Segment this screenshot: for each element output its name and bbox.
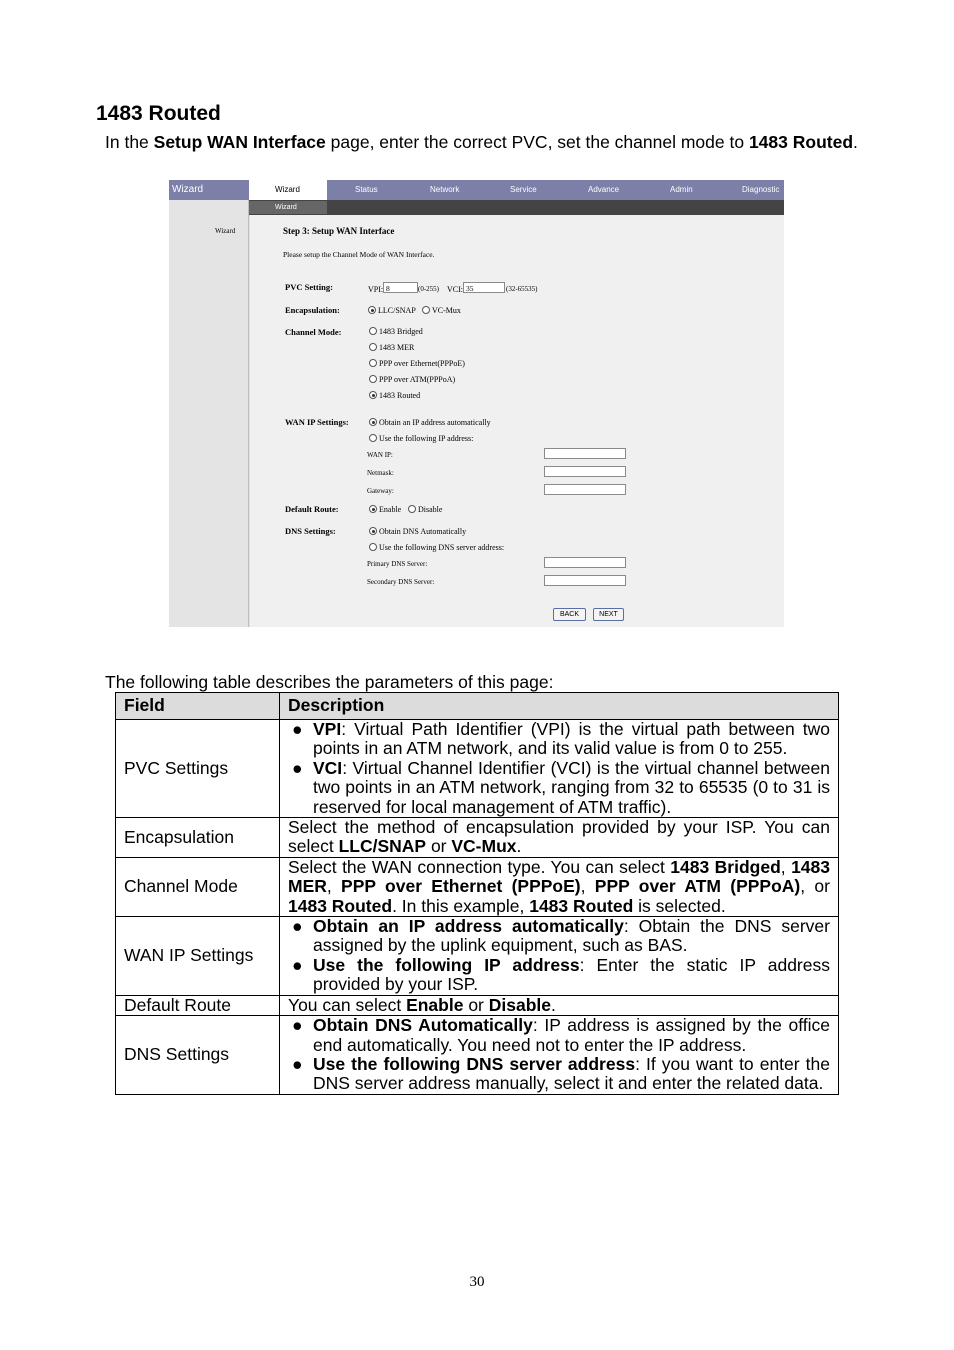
side-menu-item-wizard[interactable]: Wizard	[215, 227, 236, 235]
default-route-label: Default Route:	[285, 504, 339, 514]
intro-bold-page: Setup WAN Interface	[153, 132, 326, 152]
term: 1483 MER	[288, 856, 831, 897]
nav-tab-network[interactable]: Network	[430, 185, 460, 194]
top-nav	[249, 180, 784, 200]
radio-selected-icon[interactable]	[369, 391, 377, 399]
table-row	[116, 917, 839, 996]
parameters-table	[115, 692, 839, 1095]
list-item	[288, 1055, 830, 1094]
term-description: : Enter the static IP address provided by your ISP.	[313, 954, 830, 995]
desc-text: .	[516, 836, 522, 857]
radio-icon[interactable]	[369, 434, 377, 442]
channel-option[interactable]	[369, 327, 423, 336]
desc-text: Select the WAN connection type. You can select	[288, 856, 671, 877]
dns-option-manual[interactable]	[369, 543, 504, 552]
table-intro: The following table describes the parameters of this page:	[105, 672, 554, 692]
encap-option-label: LLC/SNAP	[378, 306, 416, 315]
wanip-option-static[interactable]	[369, 434, 473, 443]
nav-tab-admin[interactable]: Admin	[670, 185, 693, 194]
nav-tab-status[interactable]: Status	[355, 185, 378, 194]
term: VPI	[313, 719, 342, 739]
term: 1483 Routed	[288, 895, 393, 916]
term-description: : Virtual Path Identifier (VPI) is the virtual path between two points in an ATM network, and its valid value is from 0 to 255.	[313, 719, 830, 759]
wanip-option-auto[interactable]	[369, 418, 491, 427]
wanip-option-label: Use the following IP address:	[379, 434, 474, 443]
radio-icon[interactable]	[369, 543, 377, 551]
term: PPP over Ethernet (PPPoE)	[341, 876, 581, 897]
intro-bold-mode: 1483 Routed	[748, 132, 854, 152]
table-header-row	[116, 693, 839, 720]
secondary-dns-input[interactable]	[544, 575, 626, 586]
channel-option-label: 1483 MER	[379, 343, 415, 352]
desc-text: ,	[326, 876, 342, 897]
wan-ip-input[interactable]	[544, 448, 626, 459]
primary-dns-input[interactable]	[544, 557, 626, 568]
column-header-field: Field	[116, 693, 280, 720]
term: Use the following IP address	[313, 954, 580, 975]
logo: Wizard	[169, 180, 249, 200]
radio-selected-icon[interactable]	[369, 418, 377, 426]
page-number: 30	[469, 1274, 485, 1290]
term: Use the following DNS server address	[313, 1053, 636, 1074]
gateway-label: Gateway:	[367, 487, 394, 495]
dns-option-auto[interactable]	[369, 527, 466, 536]
description-cell	[280, 1016, 839, 1095]
route-option-label: Enable	[379, 505, 402, 514]
term: VCI	[313, 757, 343, 778]
wizard-form	[250, 215, 784, 627]
desc-text: or	[463, 994, 489, 1015]
encapsulation-label: Encapsulation:	[285, 305, 340, 315]
term: LLC/SNAP	[338, 836, 427, 857]
bullet-icon: ●	[292, 1053, 303, 1074]
sub-nav	[249, 200, 784, 215]
intro-text: In the	[105, 132, 154, 152]
term: Disable	[488, 994, 551, 1015]
bullet-list	[288, 720, 830, 817]
intro-text: page, enter the correct PVC, set the channel mode to	[325, 132, 749, 152]
radio-selected-icon[interactable]	[369, 527, 377, 535]
description-cell	[280, 995, 839, 1015]
section-heading: 1483 Routed	[96, 102, 221, 125]
desc-text: . In this example,	[392, 895, 530, 916]
route-option-disable[interactable]	[408, 505, 442, 514]
desc-text: .	[551, 994, 556, 1015]
netmask-input[interactable]	[544, 466, 626, 477]
vpi-input[interactable]: 8	[383, 282, 418, 293]
pvc-setting-label: PVC Setting:	[285, 282, 333, 292]
list-item	[288, 956, 830, 995]
nav-tab-diagnostic[interactable]: Diagnostic	[742, 185, 780, 194]
encap-option-llc[interactable]	[368, 306, 416, 315]
term: 1483 Bridged	[670, 856, 781, 877]
term: Enable	[406, 994, 464, 1015]
back-button[interactable]: BACK	[553, 608, 586, 621]
intro-paragraph	[105, 133, 865, 152]
term: VC-Mux	[451, 836, 517, 857]
bullet-icon: ●	[292, 954, 303, 975]
list-item	[288, 1016, 830, 1055]
channel-mode-label: Channel Mode:	[285, 327, 342, 337]
nav-tab-wizard[interactable]: Wizard	[249, 180, 327, 200]
field-cell: DNS Settings	[116, 1016, 280, 1095]
vpi-label: VPI:	[368, 285, 384, 294]
table-row	[116, 995, 839, 1015]
radio-icon[interactable]	[422, 306, 430, 314]
nav-tab-service[interactable]: Service	[510, 185, 537, 194]
next-button[interactable]: NEXT	[593, 608, 624, 621]
term-description: : Virtual Channel Identifier (VCI) is the virtual channel between two points in an ATM network, ranging from 32 to 65535 (0 to 31 is reserved for local management of ATM traffic).	[313, 757, 830, 817]
field-cell: Default Route	[116, 995, 280, 1015]
desc-text: ,	[780, 856, 792, 877]
column-header-description: Description	[280, 693, 839, 720]
dns-option-label: Use the following DNS server address:	[379, 543, 505, 552]
wanip-option-label: Obtain an IP address automatically	[379, 418, 491, 427]
side-menu	[169, 200, 249, 627]
wan-ip-label: WAN IP:	[367, 451, 393, 459]
vpi-range: (0-255)	[418, 285, 439, 293]
vci-label: VCI:	[447, 285, 463, 294]
encap-option-label: VC-Mux	[432, 306, 461, 315]
radio-icon[interactable]	[369, 327, 377, 335]
route-option-label: Disable	[418, 505, 443, 514]
vci-range: (32-65535)	[506, 285, 538, 293]
radio-icon[interactable]	[369, 375, 377, 383]
channel-option[interactable]	[369, 375, 455, 384]
route-option-enable[interactable]	[369, 505, 401, 514]
term-description: : IP address is assigned by the office end automatically. You need not to enter the IP address.	[313, 1015, 830, 1055]
step-instructions: Please setup the Channel Mode of WAN Interface.	[283, 250, 435, 259]
field-cell: Channel Mode	[116, 857, 280, 916]
radio-icon[interactable]	[369, 359, 377, 367]
desc-text: , or	[800, 876, 830, 897]
description-cell	[280, 720, 839, 818]
channel-option-label: 1483 Routed	[379, 391, 421, 400]
term: 1483 Routed	[529, 895, 634, 916]
wizard-screenshot	[169, 180, 784, 627]
bullet-icon: ●	[292, 757, 303, 778]
channel-option-label: 1483 Bridged	[379, 327, 423, 336]
radio-icon[interactable]	[369, 343, 377, 351]
channel-option-label: PPP over ATM(PPPoA)	[379, 375, 456, 384]
intro-text: .	[853, 132, 858, 152]
list-item	[288, 759, 830, 817]
primary-dns-label: Primary DNS Server:	[367, 560, 428, 568]
field-cell: Encapsulation	[116, 818, 280, 858]
description-cell	[280, 857, 839, 916]
term: PPP over ATM (PPPoA)	[594, 876, 801, 897]
desc-text: or	[426, 836, 452, 857]
bullet-icon: ●	[292, 1015, 303, 1036]
desc-text: You can select	[288, 994, 407, 1015]
channel-option[interactable]	[369, 359, 465, 368]
dns-option-label: Obtain DNS Automatically	[379, 527, 467, 536]
table-row	[116, 1016, 839, 1095]
bullet-list	[288, 1016, 830, 1094]
field-cell: WAN IP Settings	[116, 917, 280, 996]
netmask-label: Netmask:	[367, 469, 394, 477]
desc-text: Select the method of encapsulation provided by your ISP. You can select	[288, 817, 830, 857]
radio-icon[interactable]	[408, 505, 416, 513]
term-description: : Obtain the DNS server assigned by the uplink equipment, such as BAS.	[313, 916, 830, 956]
term-description: : If you want to enter the DNS server address manually, select it and enter the related data.	[313, 1053, 830, 1094]
secondary-dns-label: Secondary DNS Server:	[367, 578, 435, 586]
channel-option-selected[interactable]	[369, 391, 420, 400]
radio-selected-icon[interactable]	[369, 505, 377, 513]
desc-text: ,	[580, 876, 595, 897]
nav-tab-advance[interactable]: Advance	[588, 185, 620, 194]
bullet-icon: ●	[292, 916, 303, 937]
list-item	[288, 720, 830, 759]
subnav-tab-wizard[interactable]: Wizard	[249, 201, 327, 214]
description-cell	[280, 917, 839, 996]
table-row	[116, 857, 839, 916]
dns-settings-label: DNS Settings:	[285, 526, 336, 536]
description-cell	[280, 818, 839, 858]
field-cell: PVC Settings	[116, 720, 280, 818]
term: Obtain DNS Automatically	[313, 1015, 533, 1036]
encap-option-vcmux[interactable]	[422, 306, 461, 315]
term: Obtain an IP address automatically	[313, 916, 624, 937]
table-row	[116, 720, 839, 818]
list-item	[288, 917, 830, 956]
bullet-icon: ●	[292, 719, 303, 739]
gateway-input[interactable]	[544, 484, 626, 495]
desc-text: is selected.	[633, 895, 726, 916]
vci-input[interactable]: 35	[463, 282, 505, 293]
step-title: Step 3: Setup WAN Interface	[283, 226, 395, 236]
wan-ip-settings-label: WAN IP Settings:	[285, 417, 349, 427]
radio-selected-icon[interactable]	[368, 306, 376, 314]
channel-option-label: PPP over Ethernet(PPPoE)	[379, 359, 465, 368]
table-row	[116, 818, 839, 858]
channel-option[interactable]	[369, 343, 414, 352]
bullet-list	[288, 917, 830, 995]
